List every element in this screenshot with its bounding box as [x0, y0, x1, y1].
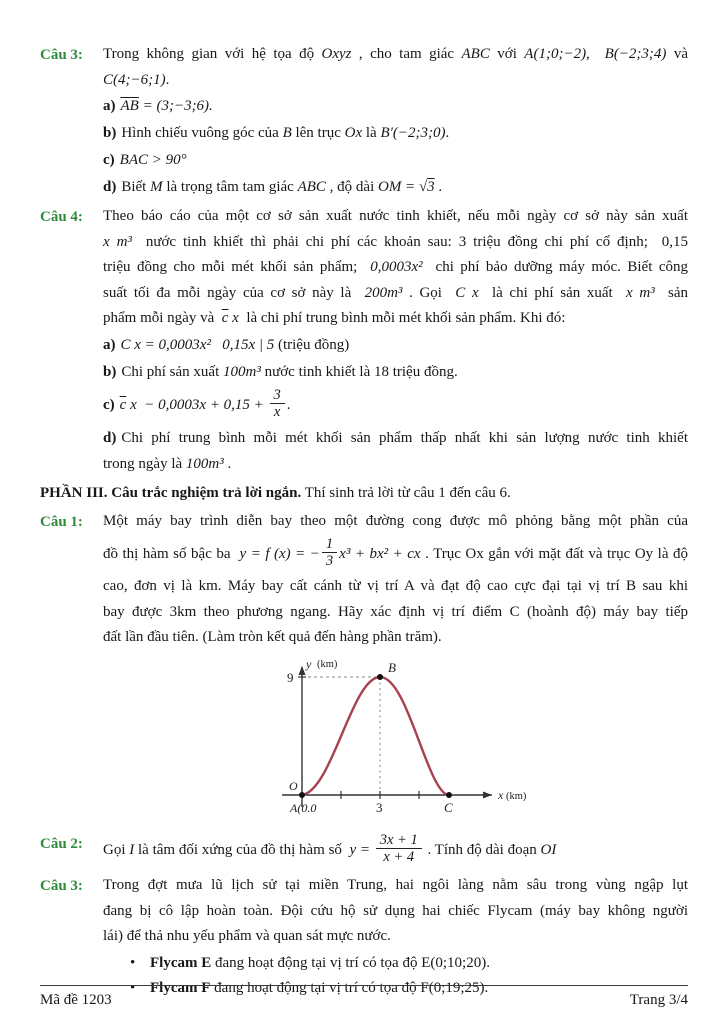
text: nước tinh khiết là 18 triệu đồng. [260, 363, 458, 380]
x-axis-arrow [483, 791, 492, 798]
math-100m3: 100m³ [223, 363, 261, 380]
text: trong ngày là [103, 455, 186, 472]
y-axis-var-label: y [305, 656, 311, 671]
text: chi phí bảo dưỡng máy móc. Biết công [422, 259, 688, 275]
question-body [103, 509, 688, 827]
flight-curve [302, 677, 449, 796]
text: . [434, 179, 443, 195]
q4-option-c [103, 386, 688, 422]
text: Gọi [103, 842, 130, 859]
text: nước tinh khiết thì phải chi phí các khoản sau: 3 triệu đồng chi phí cố định; 0,15 [131, 233, 688, 250]
math-maintenance-cost: 0,0003x² [370, 259, 423, 275]
text: suất tối đa mỗi ngày của cơ sở này là [103, 284, 365, 301]
fraction-numerator: 3x + 1 [379, 831, 418, 848]
fraction-rational [376, 832, 422, 865]
text: (triệu đồng) [274, 336, 350, 353]
question-label: Câu 3: [40, 878, 83, 895]
text: là tâm đối xứng của đồ thị hàm số [134, 842, 350, 859]
question-2-symmetry [40, 831, 688, 870]
question-4-production [40, 204, 688, 477]
sqrt-radical [419, 179, 435, 195]
question-label: Câu 3: [40, 47, 83, 63]
q4-line-4 [103, 281, 688, 307]
point-c-dot [446, 792, 452, 798]
text: . [445, 125, 450, 141]
math-c-bar: $\overline{c}$ [119, 396, 127, 413]
text: , độ dài [325, 179, 378, 195]
q4-line-1: Theo báo cáo của một cơ sở sản xuất nước tinh khiết, nếu mỗi ngày cơ sở này sản xuất [103, 208, 688, 224]
option-tag: b) [103, 363, 117, 380]
q3a-option-a [103, 93, 688, 120]
q1-line-3: cao, đơn vị là km. Máy bay cất cánh từ vị trí A và đạt độ cao cực đại tại vị trí B sau khi [103, 578, 688, 595]
math-c-bar: $\overline{c}$ [221, 310, 229, 326]
fraction-numerator: 3 [273, 386, 281, 403]
text: là chi phí trung bình mỗi mét khối sản phẩm. Khi đó: [238, 310, 566, 326]
question-label: Câu 1: [40, 514, 83, 531]
math-m: M [150, 179, 163, 195]
math-cubic-terms: x³ + bx² + cx [339, 546, 421, 563]
math-points-ab: A(1;0;−2), B(−2;3;4) [524, 46, 667, 62]
q3a-option-b [103, 120, 688, 147]
text: . [223, 455, 232, 472]
flight-path-figure [270, 655, 526, 826]
q1-line-5: đất lần đầu tiên. (Làm tròn kết quả đến hàng phần trăm). [103, 629, 442, 646]
q4-line-3 [103, 255, 688, 281]
flycam-e-item [130, 951, 688, 976]
question-body [103, 831, 688, 870]
question-3-space [40, 42, 688, 201]
point-b-label: B [387, 659, 396, 675]
option-tag: d) [103, 179, 117, 195]
text: . [165, 71, 170, 88]
question-3-flycam [40, 873, 688, 1001]
text: . Trục Ox gắn với mặt đất và trục Oy là độ [420, 546, 688, 563]
math-cx: C x [455, 284, 479, 301]
math-angle: BAC > 90° [119, 152, 187, 168]
text: Biết [121, 179, 151, 195]
text: là trọng tâm tam giác [162, 179, 298, 195]
x-axis-unit-label: (km) [505, 790, 526, 802]
q3a-line-1 [103, 42, 688, 68]
fraction-denominator: x [270, 403, 285, 420]
q4-option-b [103, 359, 688, 386]
q4-option-d-line-1 [103, 425, 688, 452]
math-value: = (3;−3;6). [138, 98, 213, 114]
text: . [286, 396, 291, 413]
text: Chi phí trung bình mỗi mét khối sản phẩm thấp nhất khi sản lượng nước tinh khiết [121, 429, 688, 446]
q3b-line-3: lái) để thả nhu yếu phẩm và quan sát mực nước. [103, 928, 391, 945]
point-a-label: A(0.0 [289, 800, 316, 815]
math-function-lhs: y = f (x) = − [239, 546, 320, 563]
page-number: Trang 3/4 [629, 992, 688, 1008]
part-3-title: PHẦN III. Câu trắc nghiệm trả lời ngắn. [40, 485, 302, 502]
question-label: Câu 2: [40, 835, 83, 852]
origin-label: O [288, 778, 298, 793]
text: triệu đồng cho mỗi mét khối sản phẩm; [103, 259, 371, 275]
q4-line-5 [103, 306, 688, 332]
text: , cho tam giác [351, 46, 462, 62]
q3a-line-2 [103, 68, 688, 94]
q3b-line-2: đang bị cô lập hoàn toàn. Đội cứu hộ sử dụng hai chiếc Flycam (máy bay không người [103, 902, 688, 919]
q3b-line-1: Trong đợt mưa lũ lịch sử tại miền Trung, hai ngôi làng nằm sâu trong vùng ngập lụt [103, 877, 688, 894]
text: Trong không gian với hệ tọa độ [103, 46, 322, 62]
vector-ab: $\overline{AB}$ [120, 98, 139, 114]
text: Chi phí sản xuất [121, 363, 224, 380]
fraction-denominator: x + 4 [376, 848, 422, 865]
part-3-heading [40, 480, 688, 507]
math-x-m3: x m³ [103, 233, 132, 250]
flycam-f-name: Flycam F [150, 979, 211, 996]
question-label: Câu 4: [40, 209, 83, 225]
text: là [362, 125, 381, 141]
bullet-icon: • [130, 979, 136, 996]
flycam-e-name: Flycam E [150, 954, 212, 971]
option-tag: c) [103, 396, 115, 413]
fraction-1-over-3 [322, 536, 337, 569]
fraction-3-over-x [270, 387, 285, 420]
radicand: 3 [427, 179, 435, 195]
text: lên trục [291, 125, 345, 141]
point-a-dot [299, 792, 305, 798]
q2-line-1 [103, 831, 688, 867]
x-axis-var-label: x [497, 787, 503, 802]
math-x: x [228, 310, 239, 326]
math-abc: ABC [461, 46, 490, 62]
q4-option-a [103, 332, 688, 359]
option-tag: d) [103, 429, 117, 446]
text: là chi phí sản xuất [478, 284, 627, 301]
exam-code: Mã đề 1203 [40, 992, 112, 1008]
part-3-instructions: Thí sinh trả lời từ câu 1 đến câu 6. [301, 485, 511, 502]
question-1-airplane [40, 509, 688, 827]
y-axis-unit-label: (km) [316, 658, 337, 670]
text: sản [654, 284, 689, 301]
flycam-f-coords: đang hoạt động tại vị trí có tọa độ F(0;19;25). [210, 979, 489, 996]
math-avg-cost: x − 0,0003x + 0,15 + [126, 396, 268, 413]
q1-line-2 [103, 535, 688, 571]
text: . Tính độ dài đoạn [423, 842, 541, 859]
text: đồ thị hàm số bậc ba [103, 546, 240, 563]
math-200m3: 200m³ [364, 284, 403, 301]
question-body [103, 42, 688, 201]
math-x-m3: x m³ [626, 284, 655, 301]
math-i: I [129, 842, 135, 859]
option-tag: b) [103, 125, 117, 141]
text: phẩm mỗi ngày và [103, 310, 222, 326]
question-body [103, 204, 688, 477]
radical-sign: √ [418, 179, 428, 195]
bullet-icon: • [130, 954, 136, 971]
q1-line-1: Một máy bay trình diễn bay theo một đường cong được mô phỏng bằng một phần của [103, 513, 688, 530]
q3a-option-c [103, 147, 688, 174]
point-c-label: C [443, 799, 453, 815]
y-tick-label-9: 9 [286, 669, 293, 685]
math-abc: ABC [297, 179, 326, 195]
q3a-option-d [103, 174, 688, 201]
y-axis-arrow [298, 666, 305, 675]
text: . Gọi [402, 284, 456, 301]
fraction-numerator: 1 [325, 535, 334, 552]
q4-line-2 [103, 230, 688, 256]
math-point-c: C(4;−6;1) [103, 71, 166, 88]
point-b-dot [377, 674, 383, 680]
math-y-equals: y = [349, 842, 374, 859]
option-tag: c) [103, 152, 115, 168]
math-b: B [282, 125, 292, 141]
question-body [103, 873, 688, 1001]
math-oi: OI [540, 842, 557, 859]
q4-option-d-line-2 [103, 452, 688, 478]
math-om: OM = [377, 179, 419, 195]
math-ox: Ox [344, 125, 363, 141]
q1-line-4: bay được 3km theo phương ngang. Hãy xác định vị trí điểm C (hoành độ) máy bay tiếp [103, 603, 688, 620]
text: với [489, 46, 525, 62]
fraction-denominator: 3 [322, 552, 337, 569]
math-cost-formula: C x = 0,0003x² 0,15x | 5 [120, 336, 275, 353]
flight-path-graph [270, 655, 526, 821]
x-tick-label-3: 3 [375, 799, 382, 815]
page-footer [40, 985, 688, 1010]
math-oxyz: Oxyz [321, 46, 352, 62]
option-tag: a) [103, 336, 116, 353]
flycam-e-coords: đang hoạt động tại vị trí có tọa độ E(0;10;20). [211, 954, 490, 971]
text: Hình chiếu vuông góc của [121, 125, 283, 141]
option-tag: a) [103, 98, 116, 114]
math-100m3: 100m³ [185, 455, 224, 472]
text: và [666, 46, 689, 62]
math-b-prime: B′(−2;3;0) [380, 125, 446, 141]
